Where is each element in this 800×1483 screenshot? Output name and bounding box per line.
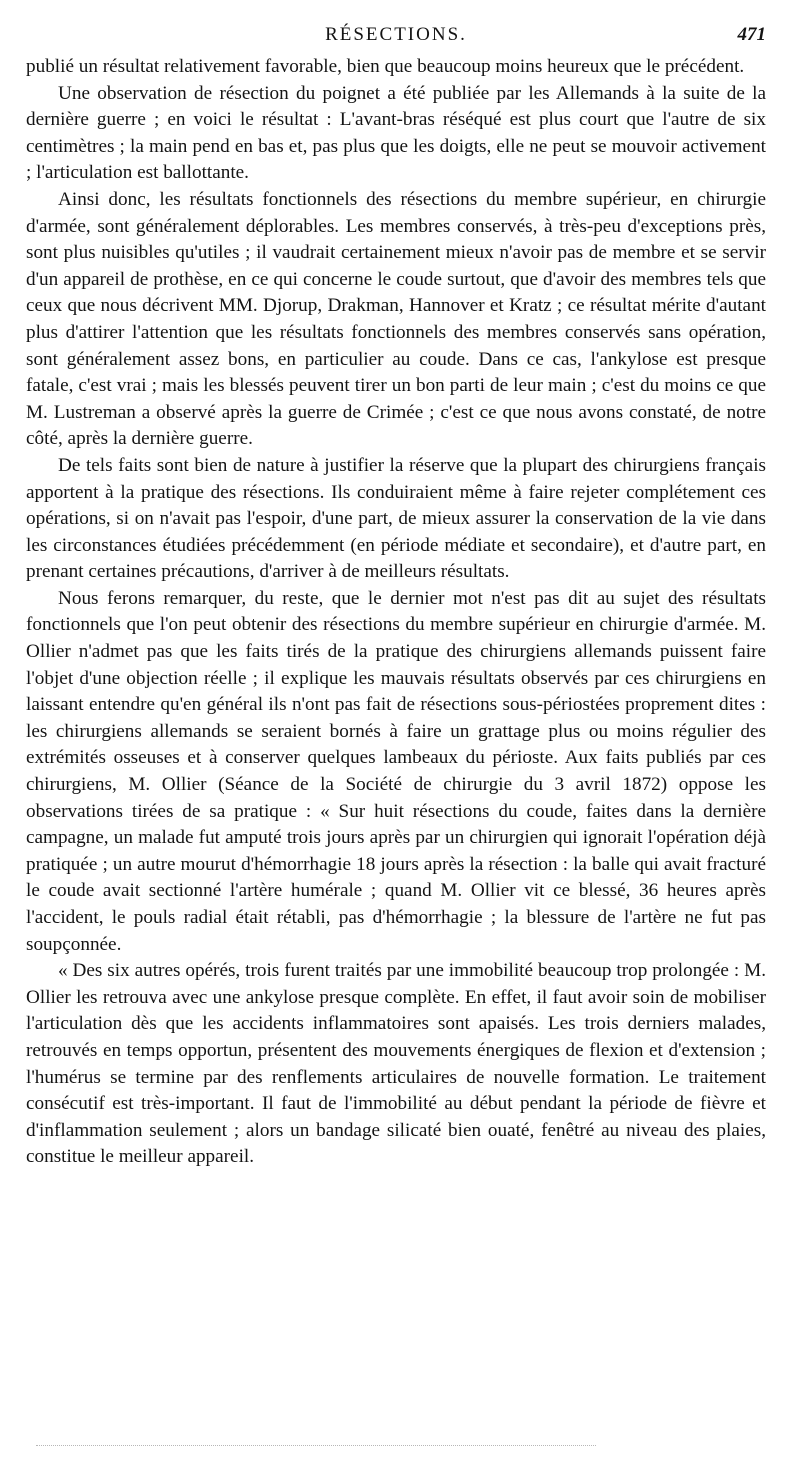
paragraph-six-operated: « Des six autres opérés, trois furent traités par une immobilité beaucoup trop prolongée : M. Ollier les retrouva avec une ankylose presque complète. En effet, il faut avoir soin de mobiliser l'articulation dès que les accidents inflammatoires sont apaisés. Les trois derniers malades, retrouvés en temps opportun, présentent des mouvements énergiques de flexion et d'extension ; l'humérus se termine par des renflements articulaires de nouvelle formation. Le traitement consécutif est très-important. Il faut de l'immobilité au début pendant la période de fièvre et d'inflammation seulement ; alors un bandage silicaté bien ouaté, fenêtré au niveau des plaies, constitue le meilleur appareil.	[26, 960, 766, 1168]
book-page	[26, 24, 766, 1171]
body-text	[26, 54, 766, 1171]
paragraph-french-surgeons: De tels faits sont bien de nature à justifier la réserve que la plupart des chirurgiens français apportent à la pratique des résections. Ils conduiraient même à faire rejeter complétement ces opérations, si on n'avait pas l'espoir, d'une part, de mieux assurer la conservation de la vie dans les circonstances étudiées précédemment (en période médiate et secondaire), et d'autre part, en prenant certaines précautions, d'arriver à de meilleurs résultats.	[26, 454, 766, 583]
running-header	[26, 24, 766, 54]
page-number: 471	[737, 24, 766, 45]
running-title: RÉSECTIONS.	[325, 24, 467, 45]
footer-rule	[36, 1445, 596, 1446]
paragraph-continued: publié un résultat relativement favorable, bien que beaucoup moins heureux que le précédent.	[26, 56, 745, 77]
paragraph-functional-results: Ainsi donc, les résultats fonctionnels des résections du membre supérieur, en chirurgie d'armée, sont généralement déplorables. Les membres conservés, à très-peu d'exceptions près, sont plus nuisibles qu'utiles ; il vaudrait certainement mieux n'avoir pas de membre et se servir d'un appareil de prothèse, en ce qui concerne le coude surtout, que d'avoir des membres tels que ceux que nous décrivent MM. Djorup, Drakman, Hannover et Kratz ; ce résultat mérite d'autant plus d'attirer l'attention que les résultats fonctionnels des membres conservés sans opération, sont généralement assez bons, en particulier au coude. Dans ce cas, l'ankylose est presque fatale, c'est vrai ; mais les blessés peuvent tirer un bon parti de leur main ; c'est du moins ce que M. Lustreman a observé après la guerre de Crimée ; c'est ce que nous avons constaté, de notre côté, après la dernière guerre.	[26, 188, 766, 450]
paragraph-wrist-resection: Une observation de résection du poignet a été publiée par les Allemands à la suite de la dernière guerre ; en voici le résultat : L'avant-bras réséqué est plus court que l'autre de six centimètres ; la main pend en bas et, pas plus que les doigts, elle ne peut se mouvoir activement ; l'articulation est ballottante.	[26, 82, 766, 184]
paragraph-ollier-observations: Nous ferons remarquer, du reste, que le dernier mot n'est pas dit au sujet des résultats fonctionnels que l'on peut obtenir des résections du membre supérieur en chirurgie d'armée. M. Ollier n'admet pas que les faits tirés de la pratique des chirurgiens allemands puissent faire l'objet d'une objection réelle ; il explique les mauvais résultats observés par ces chirurgiens en laissant entendre qu'en général ils n'ont pas fait de résections sous-périostées proprement dites : les chirurgiens allemands se seraient bornés à faire un grattage plus ou moins régulier des extrémités osseuses et à conserver quelques lambeaux du périoste. Aux faits publiés par ces chirurgiens, M. Ollier (Séance de la Société de chirurgie du 3 avril 1872) oppose les observations tirées de sa pratique : « Sur huit résections du coude, faites dans la dernière campagne, un malade fut amputé trois jours après par un chirurgien qui ignorait l'opération déjà pratiquée ; un autre mourut d'hémorrhagie 18 jours après la résection : la balle qui avait fracturé le coude avait sectionné l'artère humérale ; quand M. Ollier vit ce blessé, 36 heures après l'accident, le pouls radial était rétabli, pas d'hémorrhagie ; la blessure de l'artère ne fut pas soupçonnée.	[26, 587, 766, 955]
